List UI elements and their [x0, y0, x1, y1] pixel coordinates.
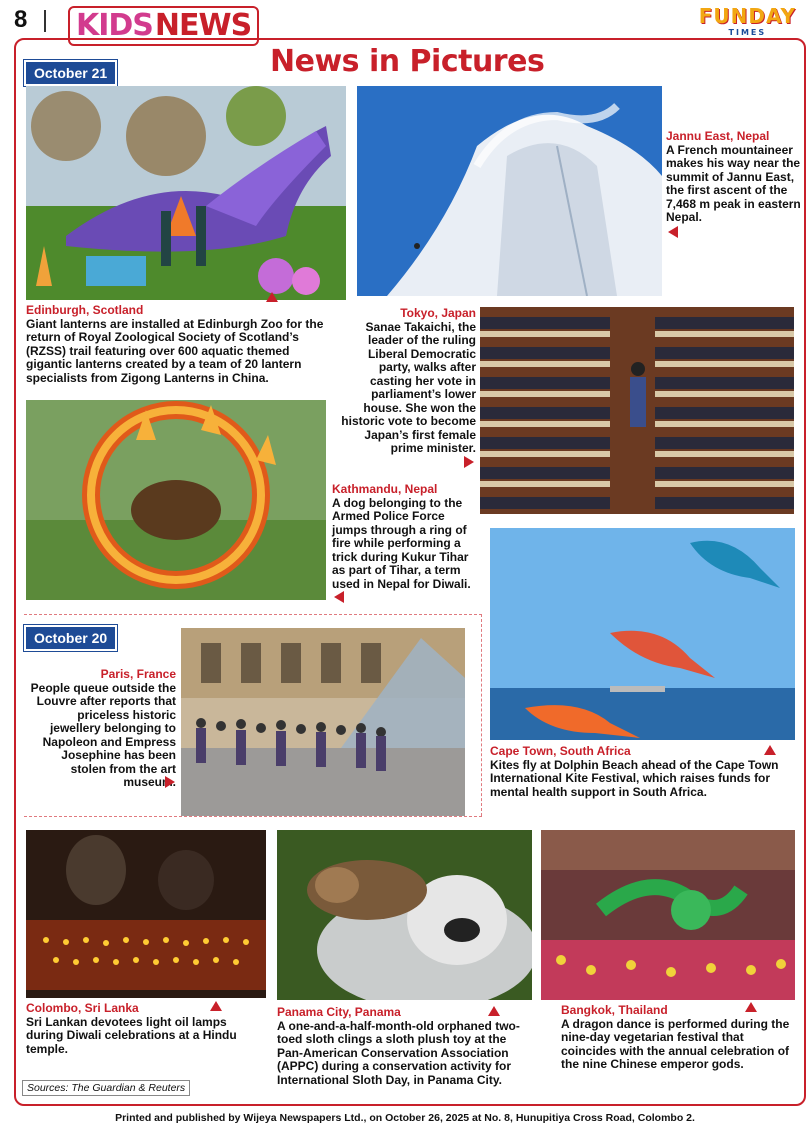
- text-paris: People queue outside the Louvre after reports that priceless historic jewellery belonging to Napoleon and Empress Josephine has been stolen from the art museum.: [30, 680, 176, 789]
- text-kathmandu: A dog belonging to the Armed Police Force jumps through a ring of fire while performing a trick during Kukur Tihar as part of Tihar, a term used in Nepal for Diwali.: [332, 495, 471, 591]
- text-jannu: A French mountaineer makes his way near the summit of Jannu East, the first ascent of the 7,468 m peak in eastern Nepal.: [666, 142, 801, 224]
- pointer-up-icon: [266, 292, 278, 302]
- text-cape-town: Kites fly at Dolphin Beach ahead of the Cape Town International Kite Festival, which raises funds for mental health support in South Africa.: [490, 757, 779, 799]
- publisher-footer: Printed and published by Wijeya Newspapers Ltd., on October 26, 2025 at No. 8, Hunupitiya Cross Road, Colombo 2.: [115, 1112, 695, 1124]
- photo-colombo-lamps: [26, 830, 266, 998]
- location-kathmandu: Kathmandu, Nepal: [332, 482, 438, 496]
- photo-tokyo-parliament: [480, 307, 794, 514]
- caption-tokyo: [336, 307, 476, 456]
- photo-paris-louvre: [181, 628, 465, 816]
- caption-cape-town: [490, 745, 800, 799]
- times-logo-word: TIMES: [728, 28, 767, 37]
- caption-jannu: [666, 130, 804, 225]
- news-logo-word: NEWS: [154, 8, 252, 43]
- funday-times-logo: [699, 4, 796, 37]
- location-edinburgh: Edinburgh, Scotland: [26, 303, 144, 317]
- caption-edinburgh: [26, 304, 336, 385]
- pointer-right-icon: [165, 776, 175, 788]
- photo-edinburgh-lanterns: [26, 86, 346, 300]
- header-divider: [44, 10, 46, 32]
- kids-logo-word: KIDS: [76, 8, 153, 43]
- location-cape-town: Cape Town, South Africa: [490, 744, 631, 758]
- location-tokyo: Tokyo, Japan: [400, 306, 476, 320]
- sources-note: Sources: The Guardian & Reuters: [22, 1080, 190, 1096]
- photo-bangkok-dragon: [541, 830, 795, 1000]
- location-jannu: Jannu East, Nepal: [666, 129, 770, 143]
- pointer-left-icon: [334, 591, 344, 603]
- text-tokyo: Sanae Takaichi, the leader of the ruling Liberal Democratic party, walks after casting her vote in parliament’s lower house. She won the historic vote to become Japan’s first female prime minister.: [341, 319, 476, 455]
- text-panama: A one-and-a-half-month-old orphaned two-toed sloth clings a sloth plush toy at the Pan-American Conservation Association (APPC) during a conservation activity for International Sloth Day, in Panama City.: [277, 1018, 520, 1087]
- section-divider: [24, 816, 482, 817]
- funday-logo-word: FUNDAY: [698, 4, 796, 28]
- location-panama: Panama City, Panama: [277, 1005, 401, 1019]
- photo-panama-sloth: [277, 830, 532, 1000]
- page-number: 8: [14, 6, 28, 33]
- pointer-left-icon: [668, 226, 678, 238]
- text-colombo: Sri Lankan devotees light oil lamps during Diwali celebrations at a Hindu temple.: [26, 1014, 237, 1056]
- location-bangkok: Bangkok, Thailand: [561, 1003, 668, 1017]
- date-label-october-20: October 20: [24, 625, 117, 651]
- caption-colombo: [26, 1002, 266, 1056]
- section-divider: [481, 614, 482, 816]
- section-divider: [24, 614, 482, 615]
- photo-kathmandu-dog: [26, 400, 326, 600]
- location-paris: Paris, France: [100, 667, 176, 681]
- date-label-october-21: October 21: [24, 60, 117, 86]
- caption-kathmandu: [332, 483, 472, 591]
- page-title: News in Pictures: [270, 44, 545, 79]
- text-bangkok: A dragon dance is performed during the nine-day vegetarian festival that coincides with the annual celebration of the nine Chinese emperor gods.: [561, 1016, 790, 1071]
- pointer-right-icon: [464, 456, 474, 468]
- caption-paris: [24, 668, 176, 790]
- location-colombo: Colombo, Sri Lanka: [26, 1001, 139, 1015]
- text-edinburgh: Giant lanterns are installed at Edinburgh Zoo for the return of Royal Zoological Society of Scotland’s (RZSS) trail featuring over 600 aquatic themed gigantic lanterns created by a team of 20 lantern specialists from Zigong Lanterns in China.: [26, 316, 324, 385]
- caption-panama: [277, 1006, 532, 1087]
- caption-bangkok: [561, 1004, 796, 1072]
- photo-cape-town-kites: [490, 528, 795, 740]
- photo-jannu-east: [357, 86, 662, 296]
